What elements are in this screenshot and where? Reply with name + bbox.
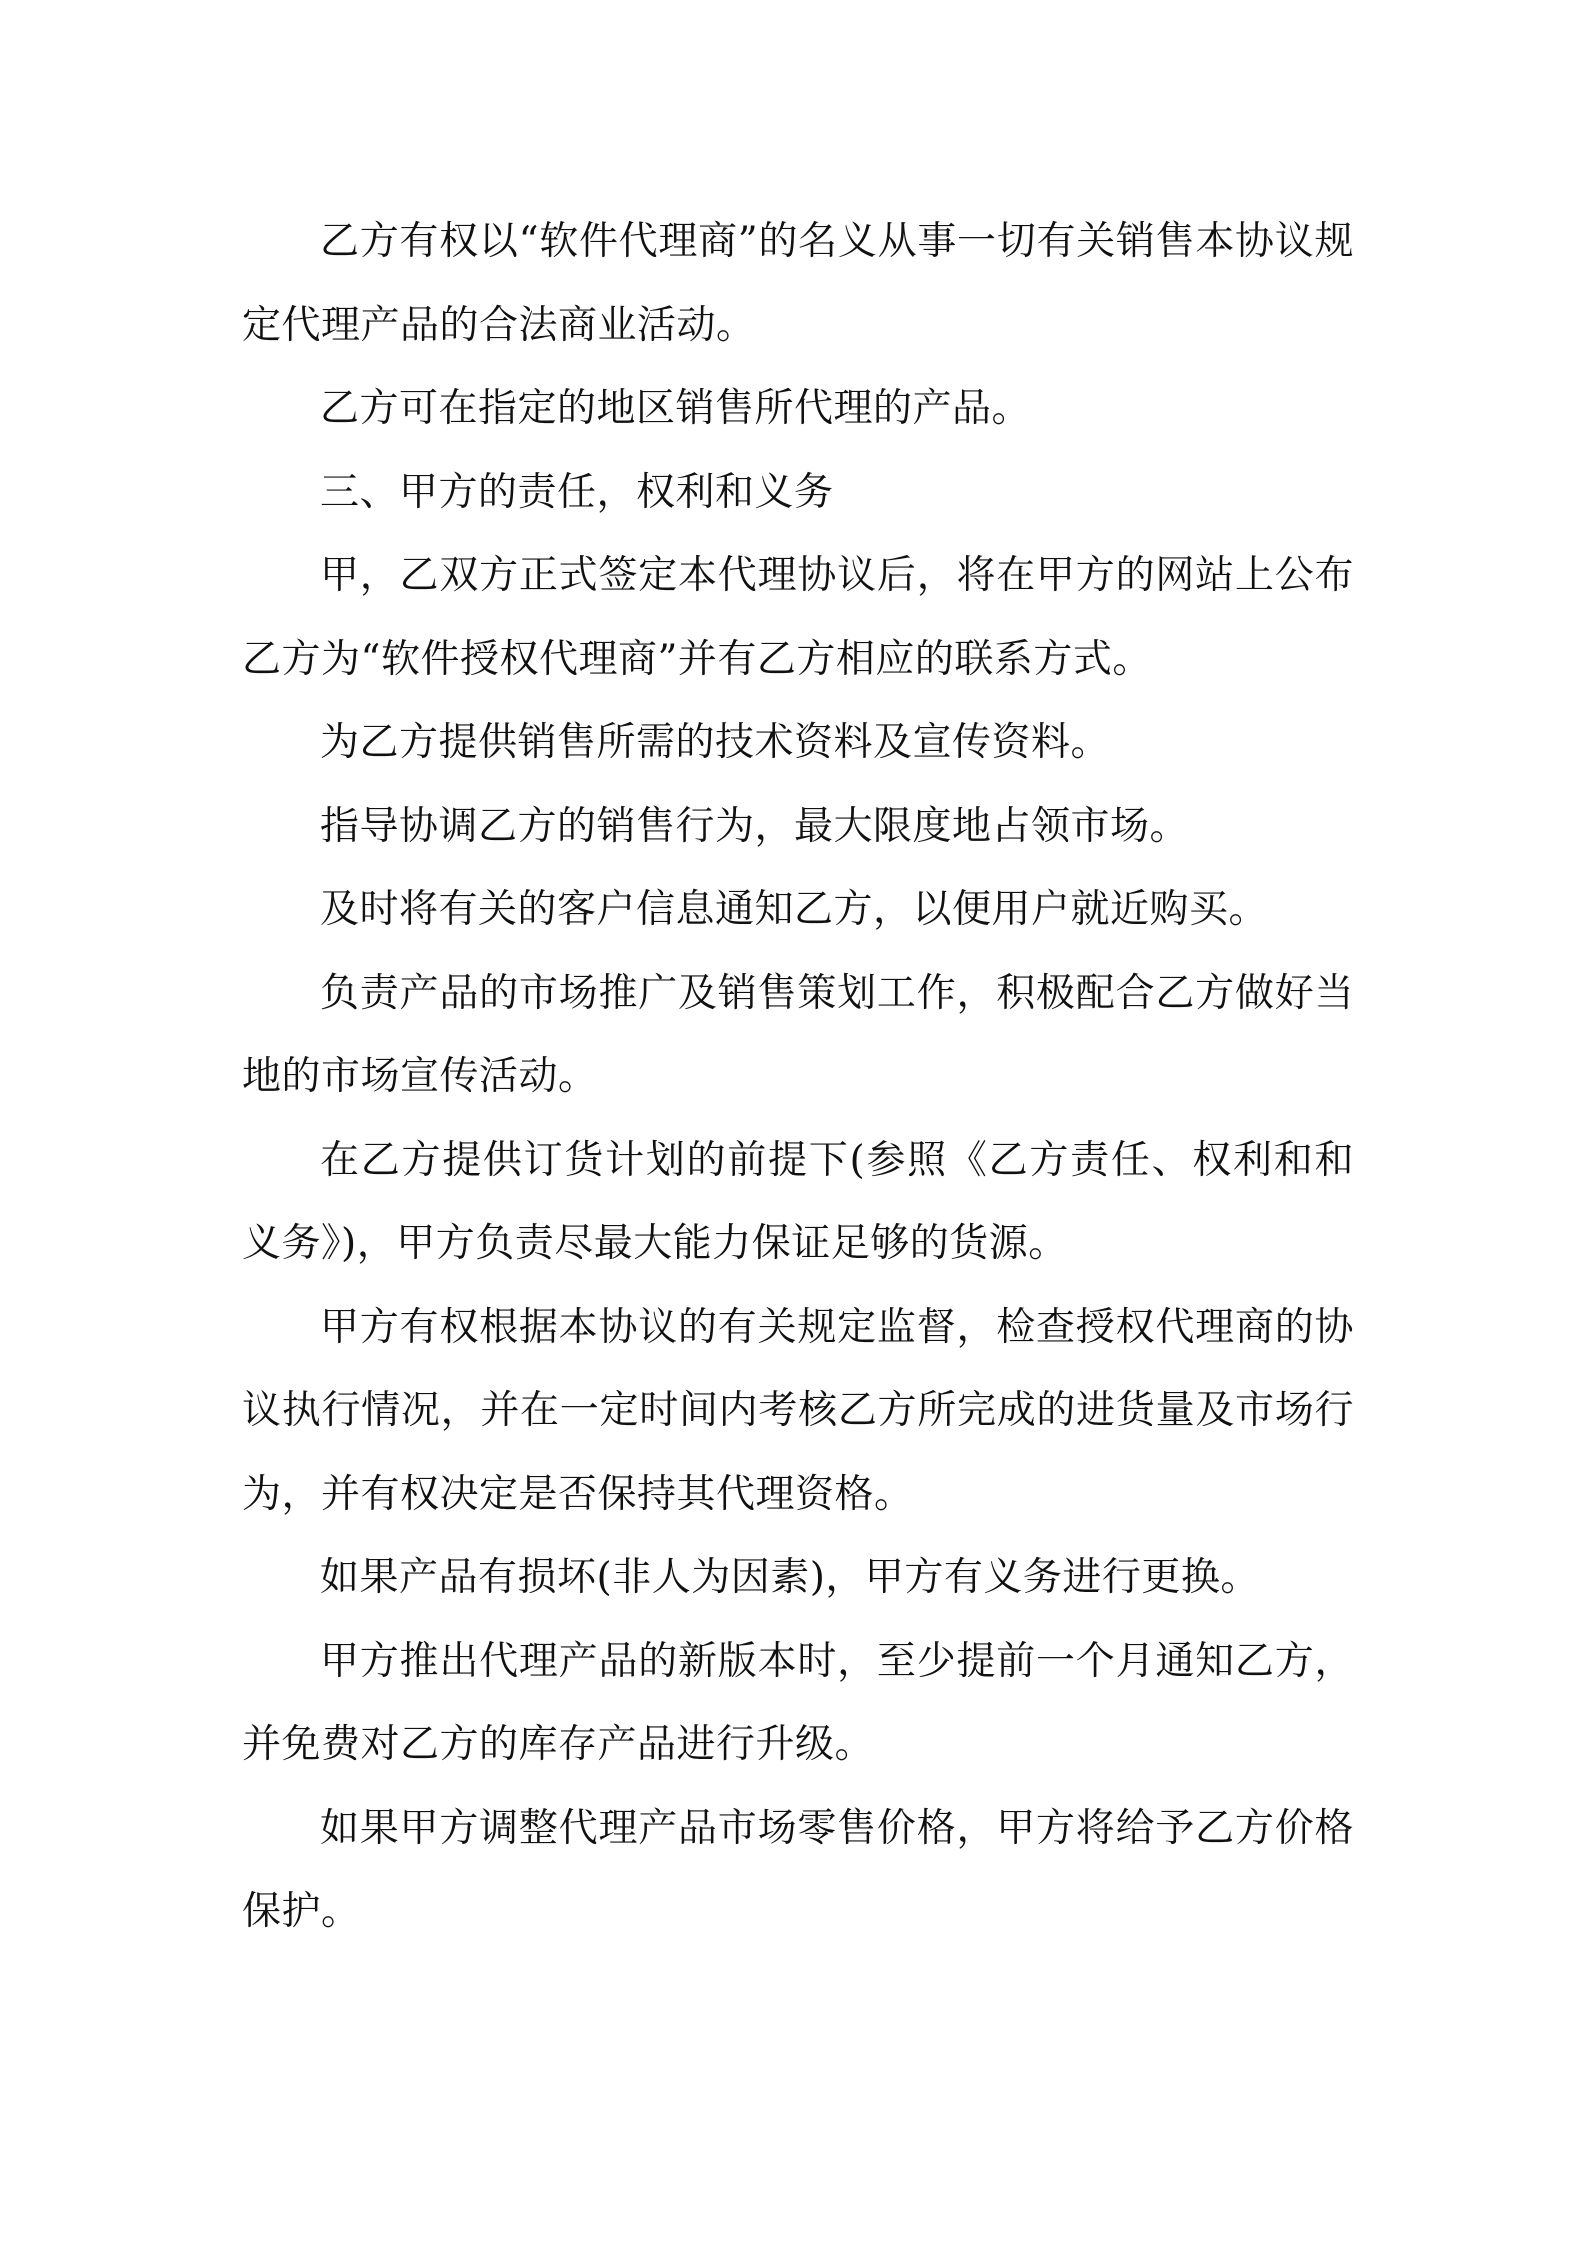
paragraph-price-protection: 如果甲方调整代理产品市场零售价格，甲方将给予乙方价格保护。 <box>242 1805 1354 1934</box>
paragraph-technical-materials: 为乙方提供销售所需的技术资料及宣传资料。 <box>320 720 1111 765</box>
document-body <box>242 200 1354 1954</box>
paragraph-sales-region: 乙方可在指定的地区销售所代理的产品。 <box>320 386 1032 431</box>
paragraph-supply-guarantee: 在乙方提供订货计划的前提下(参照《乙方责任、权利和和义务》)，甲方负责尽最大能力保证足够的货源。 <box>242 1137 1354 1266</box>
paragraph-version-upgrade: 甲方推出代理产品的新版本时，至少提前一个月通知乙方，并免费对乙方的库存产品进行升级。 <box>242 1638 1354 1767</box>
paragraph-customer-info: 及时将有关的客户信息通知乙方，以便用户就近购买。 <box>320 887 1269 932</box>
paragraph-agent-rights: 乙方有权以“软件代理商”的名义从事一切有关销售本协议规定代理产品的合法商业活动。 <box>242 219 1354 348</box>
paragraph-market-promotion: 负责产品的市场推广及销售策划工作，积极配合乙方做好当地的市场宣传活动。 <box>242 970 1354 1099</box>
paragraph-website-publication: 甲，乙双方正式签定本代理协议后，将在甲方的网站上公布乙方为“软件授权代理商”并有乙方相应的联系方式。 <box>242 553 1354 682</box>
section-heading-party-a: 三、甲方的责任，权利和义务 <box>320 469 834 515</box>
paragraph-supervision: 甲方有权根据本协议的有关规定监督，检查授权代理商的协议执行情况，并在一定时间内考核乙方所完成的进货量及市场行为，并有权决定是否保持其代理资格。 <box>242 1304 1354 1517</box>
paragraph-product-replacement: 如果产品有损坏(非人为因素)，甲方有义务进行更换。 <box>320 1555 1260 1600</box>
paragraph-sales-guidance: 指导协调乙方的销售行为，最大限度地占领市场。 <box>320 803 1190 849</box>
